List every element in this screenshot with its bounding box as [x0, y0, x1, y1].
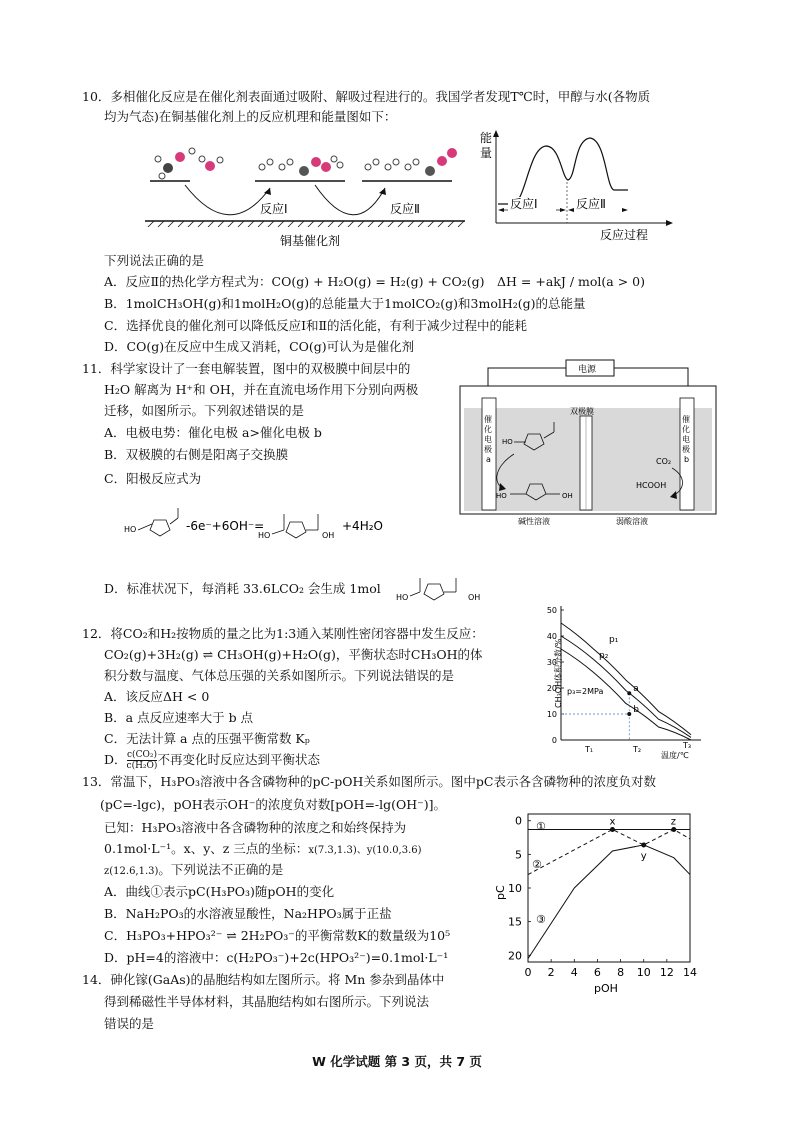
q14-line1: 14．砷化镓(GaAs)的晶胞结构如左图所示。将 Mn 参杂到晶体中 [82, 972, 445, 987]
q13-line3: 已知：H₃PO₃溶液中各含磷物种的浓度之和始终保持为 [104, 820, 407, 835]
q10-question: 下列说法正确的是 [104, 253, 205, 268]
energy-ylabel-2: 量 [480, 146, 493, 160]
q10-option-c: C．选择优良的催化剂可以降低反应Ⅰ和Ⅱ的活化能，有利于减少过程中的能耗 [104, 318, 527, 333]
q11-option-a: A．电极电势：催化电极 a>催化电极 b [104, 425, 322, 440]
q12-ytick-label: 10 [546, 710, 557, 719]
app-oh-2: OH [562, 492, 573, 500]
q13-series-line [528, 845, 690, 959]
q11-option-c: C．阳极反应式为 [104, 471, 202, 486]
q13-ytick-label: 10 [508, 882, 522, 895]
energy-stage2: 反应Ⅱ [576, 197, 606, 211]
q12-option-b: B．a 点反应速率大于 b 点 [104, 710, 254, 725]
app-ho-2: HO [496, 492, 507, 500]
electrode-a-4: 极 [484, 445, 492, 454]
q13-chart [484, 810, 704, 996]
co2-label: CO₂ [656, 457, 672, 466]
q14-line3: 错误的是 [104, 1016, 155, 1031]
electrode-b-1: 催 [682, 415, 690, 424]
q13-option-d: D．pH=4的溶液中：c(H₂PO₃⁻)+2c(HPO₃²⁻)=0.1mol·L⁻¹ [104, 950, 449, 965]
q13-ytick-label: 15 [508, 915, 522, 929]
q13-point-label: z [670, 816, 677, 828]
q13-ytick-label: 5 [515, 848, 522, 862]
point-b-label: b [633, 705, 639, 715]
q13-line2: (pC=-lgc)，pOH表示OH⁻的浓度负对数[pOH=-lg(OH⁻)]。 [100, 797, 447, 812]
point-a-marker [627, 691, 631, 695]
catalyst-label: 铜基催化剂 [280, 234, 341, 248]
q12-ytick-label: 50 [546, 606, 557, 615]
q11-option-b: B．双极膜的右侧是阳离子交换膜 [104, 447, 289, 462]
eq-oh: OH [322, 531, 335, 540]
app-ho-1: HO [502, 438, 513, 446]
curve3-label: ③ [536, 913, 546, 926]
optd-oh: OH [468, 593, 481, 602]
q13-xtick-label: 2 [547, 966, 555, 979]
q12-line1: 12．将CO₂和H₂按物质的量之比为1:3通入某刚性密闭容器中发生反应： [82, 626, 484, 641]
q12-ytick-label: 30 [546, 658, 557, 667]
q11-electrolysis-apparatus [458, 358, 718, 528]
q12-option-c: C．无法计算 a 点的压强平衡常数 Kₚ [104, 731, 310, 746]
electrode-a-3: 电 [484, 435, 492, 444]
q13-xtick-label: 4 [570, 966, 578, 979]
q13-xtick-label: 6 [593, 966, 601, 979]
q13-xtick-label: 8 [617, 966, 625, 979]
q12-optd-fraction [127, 750, 158, 771]
reaction2-label: 反应Ⅱ [390, 202, 420, 216]
q13-xlabel: pOH [594, 982, 618, 995]
curve2-label: ② [532, 858, 542, 871]
power-label: 电源 [578, 365, 597, 375]
q13-line4 [104, 840, 422, 860]
q10-option-d: D．CO(g)在反应中生成又消耗，CO(g)可认为是催化剂 [104, 339, 415, 354]
q13-point-z [671, 827, 676, 832]
q13-ytick-label: 0 [515, 814, 522, 828]
q12-optd-numerator: c(CO₂) [127, 750, 157, 760]
q13-xtick-label: 14 [683, 966, 697, 979]
t3-label: T₃ [683, 741, 692, 750]
q13-line4a: 0.1mol·L⁻¹。x、y、z 三点的坐标： [104, 841, 309, 856]
electrode-b-2: 化 [682, 425, 690, 434]
q12-ytick-label: 40 [546, 632, 557, 641]
q12-line3: 积分数与温度、气体总压强的关系如图所示。下列说法错误的是 [104, 668, 455, 683]
q13-point-y [641, 842, 646, 847]
eq-end: +4H₂O [342, 519, 383, 533]
curve1-label: ① [536, 820, 546, 833]
q11-line3: 迁移，如图所示。下列叙述错误的是 [104, 403, 305, 418]
hcooh-label: HCOOH [636, 481, 667, 490]
q13-xtick-label: 12 [659, 966, 674, 979]
q10-energy-chart [478, 128, 678, 246]
p1-label: p₁ [609, 635, 619, 645]
q11-anode-equation [124, 500, 424, 550]
q12-option-d [104, 750, 320, 771]
q12-series-line [561, 623, 691, 735]
q13-line5 [104, 861, 283, 881]
electrode-a-1: 催 [484, 415, 492, 424]
eq-middle: -6e⁻+6OH⁻= [186, 519, 265, 533]
point-b-marker [627, 712, 631, 716]
eq-ho-2: HO [258, 531, 271, 540]
p3-label: p₃=2MPa [567, 687, 604, 696]
right-solution-label: 弱酸溶液 [616, 517, 648, 526]
t2-label: T₂ [633, 745, 642, 754]
left-solution-label: 碱性溶液 [518, 517, 550, 526]
energy-ylabel-1: 能 [480, 131, 493, 145]
q10-option-a: A．反应Ⅱ的热化学方程式为：CO(g) + H₂O(g) = H₂(g) + CO₂(g) ΔH = +akJ / mol(a > 0) [104, 274, 645, 289]
q12-line2: CO₂(g)+3H₂(g) ⇌ CH₃OH(g)+H₂O(g)，平衡状态时CH₃OH的体 [104, 647, 483, 662]
point-a-label: a [633, 684, 639, 695]
q13-ytick-label: 20 [508, 949, 522, 963]
electrode-b-4: 极 [682, 445, 690, 454]
q10-stem-line1: 10．多相催化反应是在催化剂表面通过吸附、解吸过程进行的。我国学者发现T℃时，甲醇与水(各物质 [82, 89, 651, 104]
q13-point-label: x [609, 816, 616, 828]
q13-series-line [528, 829, 690, 874]
q11-option-d: D．标准状况下，每消耗 33.6LCO₂ 会生成 1mol [104, 581, 381, 596]
q13-line5b: 。下列说法不正确的是 [158, 862, 284, 877]
q10-mechanism-diagram [140, 133, 472, 249]
reaction1-label: 反应Ⅰ [260, 202, 288, 216]
t1-label: T₁ [585, 745, 594, 754]
q13-option-a: A．曲线①表示pC(H₃PO₃)随pOH的变化 [104, 884, 335, 899]
q13-xtick-label: 0 [524, 966, 532, 979]
q12-optd-denominator: c(H₂O) [126, 761, 158, 771]
q10-option-b: B．1molCH₃OH(g)和1molH₂O(g)的总能量大于1molCO₂(g)和3molH₂(g)的总能量 [104, 296, 586, 311]
q11-line2: H₂O 解离为 H⁺和 OH，并在直流电场作用下分别向两极 [104, 382, 419, 397]
electrode-a-2: 化 [484, 425, 492, 434]
q12-ylabel: CH₃OH体积分数/% [554, 638, 563, 708]
q11-line1: 11．科学家设计了一套电解装置，图中的双极膜中间层中的 [82, 361, 411, 376]
q12-ytick-label: 20 [546, 684, 557, 693]
q12-chart [533, 600, 705, 762]
eq-ho-1: HO [124, 525, 137, 534]
q13-option-b: B．NaH₂PO₃的水溶液显酸性，Na₂HPO₃属于正盐 [104, 906, 392, 921]
p2-label: p₂ [599, 651, 609, 661]
electrode-a-5: a [486, 455, 491, 464]
q11-option-d-molecule [394, 570, 494, 606]
energy-xlabel: 反应过程 [600, 228, 649, 242]
q14-line2: 得到稀磁性半导体材料，其晶胞结构如右图所示。下列说法 [104, 994, 430, 1009]
membrane-label: 双极膜 [570, 407, 594, 416]
q12-optd-pre: D． [104, 752, 127, 767]
q13-ylabel: pC [494, 885, 507, 900]
electrode-b-3: 电 [682, 435, 690, 444]
optd-ho: HO [396, 593, 409, 602]
page-footer: W 化学试题 第 3 页，共 7 页 [312, 1054, 482, 1069]
energy-stage1: 反应Ⅰ [510, 197, 538, 211]
q10-stem-line2: 均为气态)在铜基催化剂上的反应机理和能量图如下： [104, 109, 397, 124]
electrode-b-5: b [684, 455, 690, 464]
q12-optd-post: 不再变化时反应达到平衡状态 [157, 752, 320, 767]
q13-xtick-label: 10 [636, 966, 651, 979]
q12-ytick-label: 0 [551, 736, 557, 745]
q12-xlabel: 温度/℃ [661, 751, 689, 760]
q13-line1: 13．常温下，H₃PO₃溶液中各含磷物种的pC-pOH关系如图所示。图中pC表示各含磷物种的浓度负对数 [82, 774, 656, 789]
q12-option-a: A．该反应ΔH < 0 [104, 689, 210, 704]
q13-line4b: x(7.3,1.3)、y(10.0,3.6) [308, 845, 422, 856]
q13-option-c: C．H₃PO₃+HPO₃²⁻ ⇌ 2H₂PO₃⁻的平衡常数K的数量级为10⁵ [104, 928, 451, 943]
q13-point-label: y [640, 850, 647, 862]
q13-point-x [610, 827, 615, 832]
q13-line5a: z(12.6,1.3) [104, 866, 159, 877]
